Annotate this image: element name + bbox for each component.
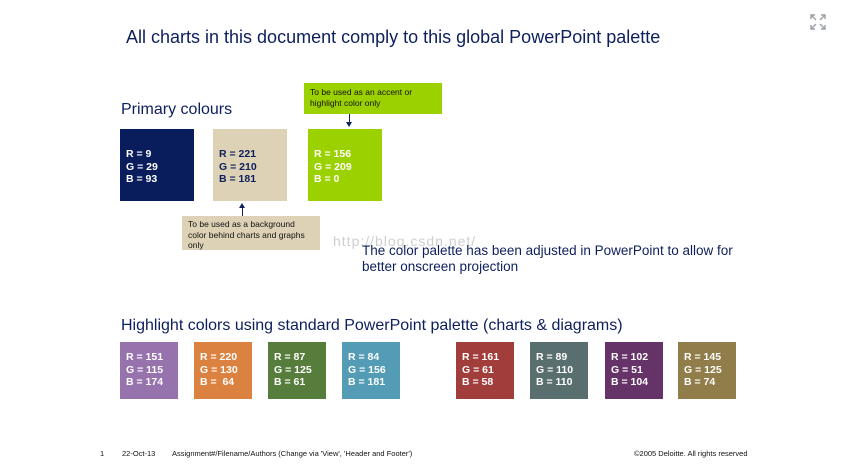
swatch-b: B = 110 [536,376,573,388]
swatch-g: G = 51 [611,363,643,376]
accent-arrowhead [346,122,352,127]
swatch-g: G = 115 [126,363,164,376]
highlight-swatch-teal [342,342,400,399]
swatch-b: B = 104 [611,376,649,388]
swatch-b: B = 58 [462,376,494,388]
swatch-r: R = 89 [536,351,568,363]
swatch-b: B = 74 [684,376,716,388]
watermark: http://blog.csdn.net/ [333,233,477,249]
highlight-swatch-olive [678,342,736,399]
primary-swatch-navy [120,129,194,201]
background-arrow-line [242,207,243,216]
highlight-swatch-plum [605,342,663,399]
swatch-g: G = 210 [219,160,257,173]
swatch-b: B = 64 [200,376,235,388]
swatch-b: B = 93 [126,173,158,185]
swatch-r: R = 156 [314,148,352,160]
swatch-r: R = 161 [462,351,500,363]
highlight-swatch-green [268,342,326,399]
footer-assignment: Assignment#/Filename/Authors (Change via 'View', 'Header and Footer') [172,449,413,458]
swatch-r: R = 102 [611,351,649,363]
swatch-g: G = 125 [274,363,312,376]
swatch-g: G = 156 [348,363,386,376]
swatch-g: G = 209 [314,160,352,173]
palette-adjusted-text: The color palette has been adjusted in PowerPoint to allow for better onscreen projection [362,243,733,274]
swatch-r: R = 145 [684,351,722,363]
swatch-b: B = 61 [274,376,306,388]
swatch-g: G = 130 [200,363,238,376]
background-note: To be used as a background color behind charts and graphs only [182,216,320,250]
primary-swatch-green [308,129,382,201]
swatch-g: G = 125 [684,363,722,376]
swatch-b: B = 181 [348,376,386,388]
highlight-colors-heading: Highlight colors using standard PowerPoint palette (charts & diagrams) [121,317,623,334]
swatch-r: R = 84 [348,351,380,363]
highlight-swatch-purple [120,342,178,399]
expand-icon[interactable] [809,13,827,31]
swatch-b: B = 0 [314,173,340,185]
swatch-r: R = 220 [200,351,238,363]
swatch-b: B = 174 [126,376,164,388]
page-title: All charts in this document comply to this global PowerPoint palette [126,27,661,47]
accent-note: To be used as an accent or highlight color only [304,83,442,114]
swatch-r: R = 87 [274,351,306,363]
highlight-swatch-slate [530,342,588,399]
footer-copyright: ©2005 Deloitte. All rights reserved [634,449,748,458]
primary-swatch-beige [213,129,287,201]
swatch-r: R = 151 [126,351,164,363]
highlight-swatch-orange [194,342,252,399]
footer-page-number: 1 [100,449,105,458]
highlight-swatch-red [456,342,514,399]
swatch-r: R = 221 [219,148,257,160]
swatch-g: G = 29 [126,160,158,173]
swatch-g: G = 61 [462,363,494,376]
swatch-r: R = 9 [126,148,152,160]
swatch-b: B = 181 [219,173,257,185]
footer-date: 22-Oct-13 [122,449,156,458]
swatch-g: G = 110 [536,363,574,376]
primary-colours-heading: Primary colours [121,101,233,118]
